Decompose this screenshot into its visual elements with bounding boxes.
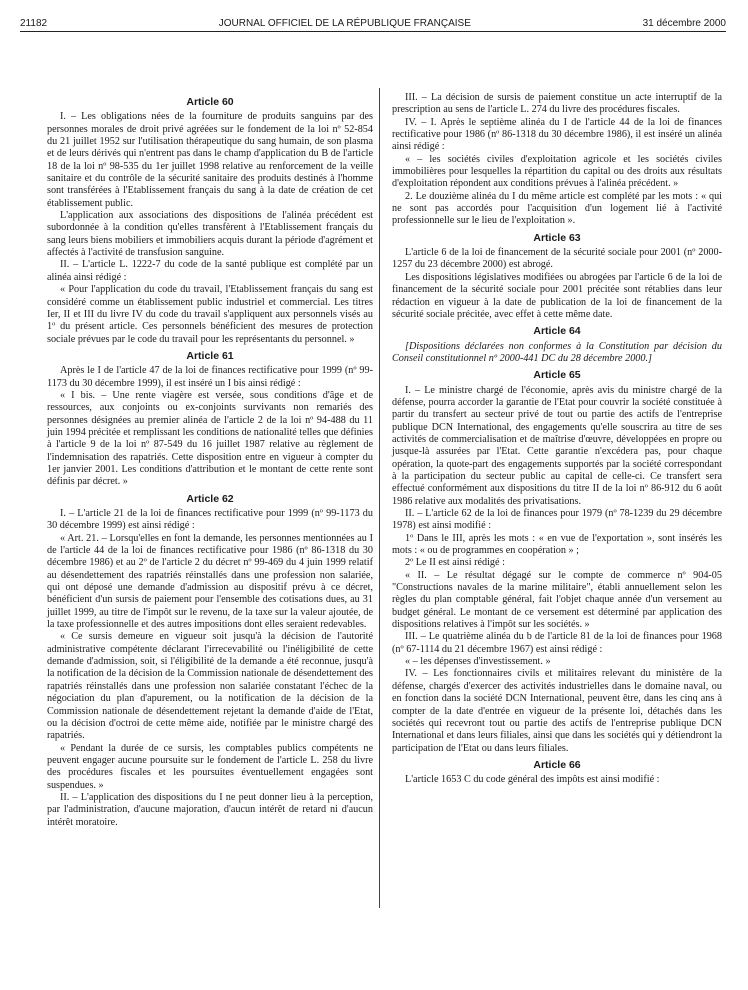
paragraph: 1º Dans le III, après les mots : « en vue de l'exportation », sont insérés les mots : « ou de programmes en coopération » ;	[392, 532, 722, 557]
paragraph: « Ce sursis demeure en vigueur soit jusqu'à la décision de l'autorité administrative compétente déclarant l'irrecevabilité ou l'inéligibilité de cette demande d'admission, soit, si l'éligibilité de la demande a été reconnue, jusqu'à la notification de la décision de la Commission nationale de désendettement des rapatriés réinstallés dans une profession non salariée constatant l'échec de la négociation du plan d'apurement, ou la notification de la décision de la Commission nationale de désendettement rejetant la demande d'aide de l'Etat, ou la décision d'octroi de cette même aide, notifiée par le ministre chargé des rapatriés.	[47, 631, 373, 742]
article-heading: Article 64	[533, 325, 581, 338]
paragraph: « Pendant la durée de ce sursis, les comptables publics compétents ne peuvent engager aucune poursuite sur le fondement de l'article L. 258 du livre des procédures fiscales et les poursuites éventuellement engagées sont suspendues. »	[47, 742, 373, 791]
paragraph: L'article 6 de la loi de financement de la sécurité sociale pour 2001 (nº 2000-1257 du 23 décembre 2000) est abrogé.	[392, 247, 722, 271]
journal-title: JOURNAL OFFICIEL DE LA RÉPUBLIQUE FRANÇAISE	[218, 17, 471, 29]
paragraph: [Dispositions déclarées non conformes à la Constitution par décision du Conseil constitutionnel nº 2000-441 DC du 28 décembre 2000.]	[392, 340, 722, 364]
paragraph: L'article 1653 C du code général des impôts est ainsi modifié :	[405, 774, 660, 786]
page-header	[20, 16, 726, 30]
paragraph: I. – L'article 21 de la loi de finances rectificative pour 1999 (nº 99-1173 du 30 décembre 1999) est ainsi rédigé :	[47, 508, 373, 532]
paragraph: « – les dépenses d'investissement. »	[405, 656, 551, 668]
article-heading: Article 63	[533, 231, 581, 244]
article-heading: Article 66	[533, 758, 581, 771]
paragraph: 2º Le II est ainsi rédigé :	[405, 557, 505, 569]
issue-date: 31 décembre 2000	[642, 17, 726, 29]
paragraph: III. – La décision de sursis de paiement constitue un acte interruptif de la prescription au sens de l'article L. 274 du livre des procédures fiscales.	[392, 92, 722, 116]
paragraph: IV. – Les fonctionnaires civils et militaires relevant du ministère de la défense, chargés d'exercer des activités industrielles dans le domaine naval, ou en fonction dans la société DCN International, peuvent être, dans les cinq ans à compter de la date d'entrée en vigueur de la présente loi, détachés dans les sociétés qui recevront tout ou partie des actifs de l'entreprise publique DCN International et dans leurs filiales, ainsi que dans les sociétés qui y détiendront la participation de l'Etat ou dans leurs filiales.	[392, 668, 722, 754]
paragraph: II. – L'article 62 de la loi de finances pour 1979 (nº 78-1239 du 29 décembre 1978) est ainsi modifié :	[392, 508, 722, 532]
paragraph: I. – Les obligations nées de la fourniture de produits sanguins par des personnes morales de droit privé agréées sur le fondement de la loi nº 52-854 du 21 juillet 1952 sur l'utilisation thérapeutique du sang humain, de son plasma et de leurs dérivés qui n'entrent pas dans le champ d'application du B de l'article 18 de la loi nº 98-535 du 1er juillet 1998 relative au renforcement de la veille sanitaire et du contrôle de la sécurité sanitaire des produits destinés à l'homme sont transférées à l'Etablissement français du sang à la date de création de cet établissement public.	[47, 111, 373, 209]
paragraph: II. – L'application des dispositions du I ne peut donner lieu à la perception, par l'administration, d'aucune majoration, d'aucun intérêt de retard ni d'aucun intérêt moratoire.	[47, 791, 373, 828]
paragraph: I. – Le ministre chargé de l'économie, après avis du ministre chargé de la défense, pourra accorder la garantie de l'Etat pour couvrir la société constituée à partir du transfert au secteur privé de tout ou partie des actifs de l'entreprise publique DCN International, des engagements qu'elle souscrira au titre de ses activités de commercialisation et de maîtrise d'œuvre, développées en propre ou jusque-là assurées par l'Etat. Cette garantie n'excédera pas, pour chaque opération, la quote-part des engagements supportés par la société correspondant à la participation du secteur public au capital de celle-ci. Ce transfert sera effectué conformément aux dispositions du titre II de la loi nº 86-912 du 6 août 1986 relative aux modalités des privatisations.	[392, 384, 722, 507]
article-heading: Article 62	[186, 492, 234, 505]
article-heading: Article 60	[186, 96, 234, 108]
paragraph: IV. – I. Après le septième alinéa du I de l'article 44 de la loi de finances rectificative pour 1986 (nº 86-1318 du 30 décembre 1986), il est inséré un alinéa ainsi rédigé :	[392, 116, 722, 153]
column-divider	[379, 88, 380, 908]
page-number: 21182	[20, 17, 48, 29]
paragraph: III. – Le quatrième alinéa du b de l'article 81 de la loi de finances pour 1968 (nº 67-1114 du 21 décembre 1967) est ainsi rédigé :	[392, 631, 722, 655]
paragraph: « – les sociétés civiles d'exploitation agricole et les sociétés civiles immobilières pour lesquelles la répartition du capital ou des droits aux résultats d'exploitation répondent aux conditions prévues à l'alinéa précédent. »	[392, 153, 722, 190]
paragraph: Après le I de l'article 47 de la loi de finances rectificative pour 1999 (nº 99-1173 du 30 décembre 1999), il est inséré un I bis ainsi rédigé :	[47, 365, 373, 389]
paragraph: « I bis. – Une rente viagère est versée, sous conditions d'âge et de ressources, aux conjoints ou ex-conjoints survivants non remariés des personnes désignées au premier alinéa de l'article 2 de la loi nº 94-488 du 11 juin 1994 précitée et remplissant les conditions de nationalité telles que définies à l'article 9 de la loi nº 87-549 du 16 juillet 1987 relative au règlement de l'indemnisation des rapatriés. Cette disposition entre en vigueur à compter du 1er janvier 2001. Les conditions d'attribution et le montant de cette rente sont définis par décret. »	[47, 389, 373, 488]
header-rule	[20, 31, 726, 32]
paragraph: II. – L'article L. 1222-7 du code de la santé publique est complété par un alinéa ainsi rédigé :	[47, 259, 373, 283]
paragraph: « Pour l'application du code du travail, l'Etablissement français du sang est considéré comme un établissement public industriel et commercial. Les titres Ier, II et III du livre IV du code du travail s'appliquent aux personnels visés au 1º du présent article. Ces personnels bénéficient des mesures de protection sociale prévues par le code du travail pour les représentants du personnel. »	[47, 284, 373, 345]
left-column	[47, 92, 373, 829]
paragraph: 2. Le douzième alinéa du I du même article est complété par les mots : « qui ne sont pas accordés pour l'acquisition d'un logement lié à l'activité professionnelle sur le lieu de l'exploitation ».	[392, 190, 722, 227]
paragraph: L'application aux associations des dispositions de l'alinéa précédent est subordonnée à la condition qu'elles transfèrent à l'Etablissement français du sang leurs biens mobiliers et immobiliers acquis durant la période d'agrément et affectés à l'activité de transfusion sanguine.	[47, 210, 373, 259]
paragraph: « II. – Le résultat dégagé sur le compte de commerce nº 904-05 "Constructions navales de la marine militaire", établi annuellement selon les règles du plan comptable général, fait l'objet chaque année d'un versement au budget général. Le montant de ce versement est déterminé par application des dispositions relatives à l'impôt sur les sociétés. »	[392, 569, 722, 631]
paragraph: « Art. 21. – Lorsqu'elles en font la demande, les personnes mentionnées au I de l'article 44 de la loi de finances rectificative pour 1986 (nº 86-1318 du 30 décembre 1986) et au 2º de l'article 2 du décret nº 99-469 du 4 juin 1999 relatif au désendettement des rapatriés réinstallés dans une profession non salariée, qui ont déposé une demande d'admission au dispositif prévu à ce décret, bénéficient d'un sursis de paiement pour l'ensemble des cotisations dues, au 31 juillet 1999, au titre de l'impôt sur le revenu, de la taxe sur la valeur ajoutée, de la taxe professionnelle et des autres impositions dont elles seraient redevables.	[47, 532, 373, 631]
right-column	[392, 92, 722, 787]
article-heading: Article 61	[186, 349, 234, 362]
article-heading: Article 65	[533, 369, 581, 382]
paragraph: Les dispositions législatives modifiées ou abrogées par l'article 6 de la loi de financement de la sécurité sociale pour 2001 précitée sont rétablies dans leur rédaction en vigueur à la date de publication de la loi de financement de la sécurité sociale précitée, avec effet à cette même date.	[392, 271, 722, 320]
